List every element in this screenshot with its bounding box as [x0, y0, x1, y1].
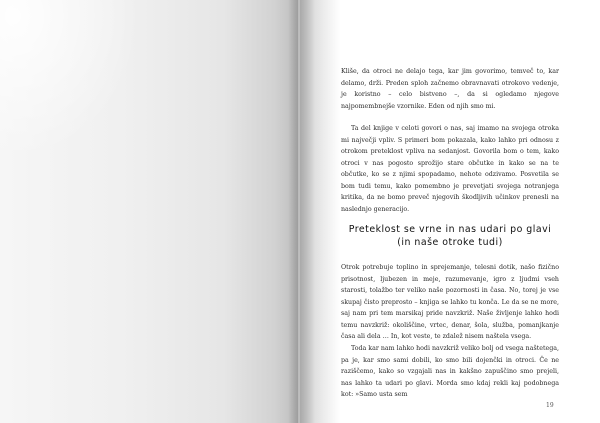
paragraph-4 — [341, 343, 559, 401]
heading-line-1: Preteklost se vrne in nas udari po glavi — [348, 224, 552, 235]
paragraph-text: Ta del knjige v celoti govori o nas, saj imamo na svojega otroka mi največji vpliv. S primeri bom pokazala, kako lahko pri odnosu z otrokom preteklost vpliva na sedanjost. Govorila bom o tem, kako otroci v nas pogosto sprožijo stare občutke in kako se na te občutke, ko se z njimi spopadamo, nehote odzivamo. Posvetila se bom tudi temu, kako pomembno je prevetjati svojega notranjega kritika, da ne bomo preveč njegovih škodljivih učinkov prenesli na naslednjo generacijo. — [341, 125, 559, 213]
page-number: 19 — [546, 402, 554, 409]
paragraph-text: Kliše, da otroci ne delajo tega, kar jim govorimo, temveč to, kar delamo, drži. Preden sploh začnemo obravnavati otrokovo vedenje, je koristno – celo bistveno –, da si ogledamo njegove najpomembnejše vzornike. Eden od njih smo mi. — [341, 68, 559, 110]
paragraph-3 — [341, 262, 559, 343]
light-glare — [0, 0, 140, 160]
paragraph-2 — [341, 123, 559, 215]
paragraph-1 — [341, 66, 559, 112]
book-gutter — [288, 0, 322, 423]
paragraph-text: Toda kar nam lahko hodi navzkriž veliko bolj od vsega naštetega, pa je, kar smo sami dobili, ko smo bili dojenčki in otroci. Če ne raziščemo, kako so vzgajali nas in kakšno zapuščino smo prejeli, nas lahko ta udari po glavi. Morda smo kdaj rekli kaj podobnega kot: »Samo usta sem — [341, 345, 559, 398]
section-heading — [341, 223, 559, 249]
heading-line-2: (in naše otroke tudi) — [397, 237, 503, 248]
paragraph-text: Otrok potrebuje toplino in sprejemanje, telesni dotik, našo fizično prisotnost, ljubezen in meje, razumevanje, igro z ljudmi vseh starosti, tolažbo ter veliko naše pozornosti in časa. No, torej je vse skupaj čisto preprosto – knjiga se lahko tu konča. Le da se ne more, saj nam pri tem marsikaj pride navzkriž. Naše življenje lahko hodi temu navzkriž: okoliščine, vrtec, denar, šola, služba, pomanjkanje časa ali dela … In, kot veste, te zdalež nisem naštela vsega. — [341, 264, 559, 340]
left-page — [0, 0, 298, 423]
